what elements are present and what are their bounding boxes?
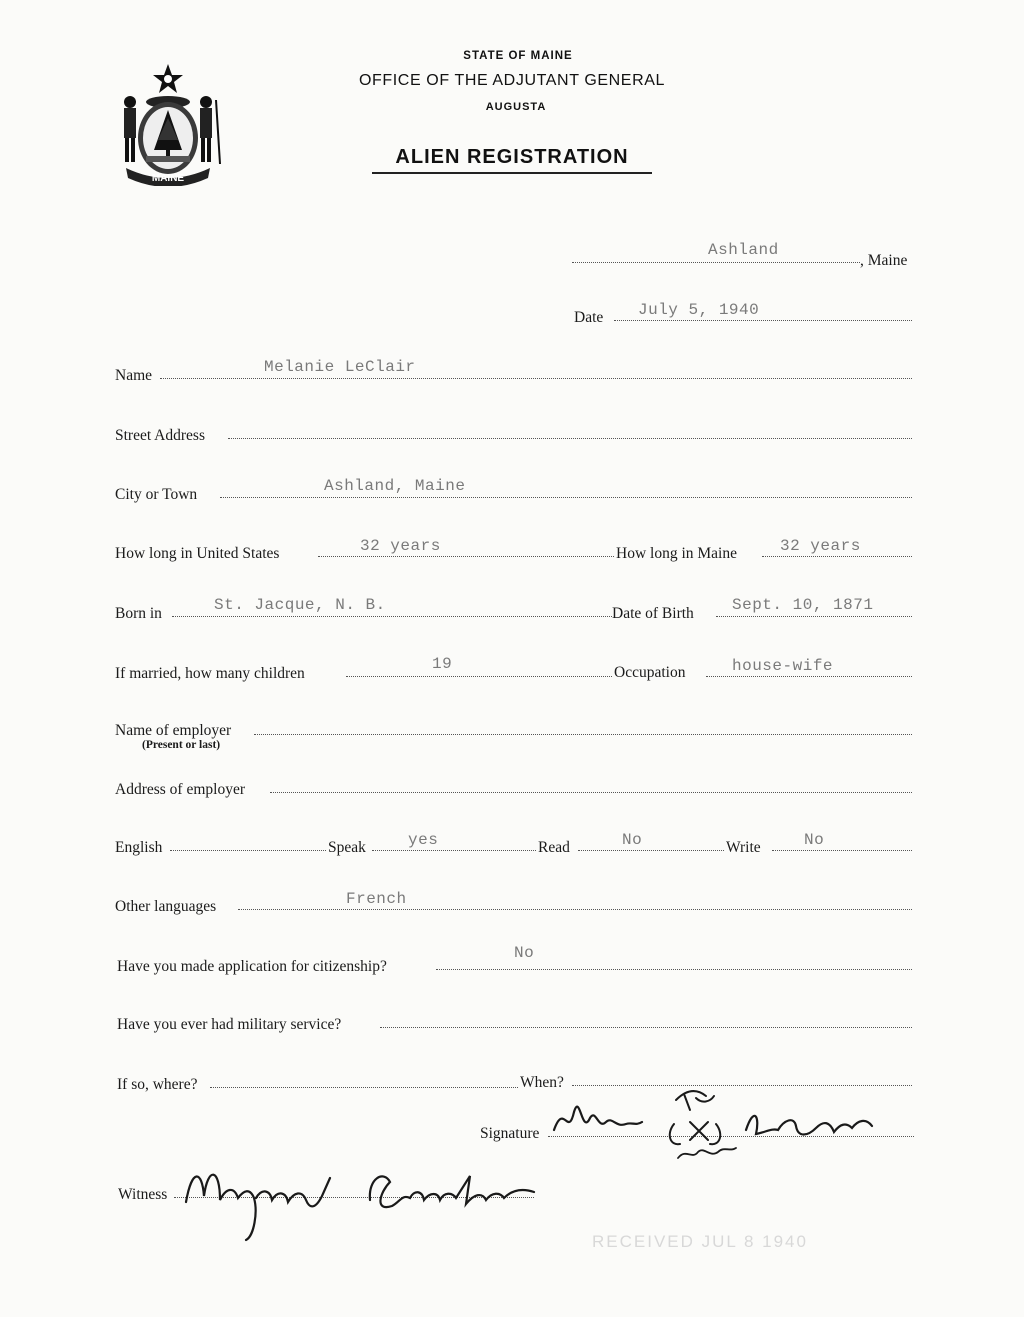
witness-label: Witness	[118, 1186, 168, 1203]
born-in-value[interactable]: St. Jacque, N. B.	[214, 596, 386, 614]
signature-handwriting	[546, 1082, 886, 1166]
date-value[interactable]: July 5, 1940	[638, 301, 760, 319]
date-of-birth-line	[716, 616, 912, 617]
read-line	[578, 850, 724, 851]
office-heading: OFFICE OF THE ADJUTANT GENERAL	[358, 72, 666, 89]
city-or-town-value[interactable]: Ashland, Maine	[324, 477, 466, 495]
place-line	[572, 262, 860, 263]
write-line	[772, 850, 912, 851]
when-label: When?	[520, 1074, 564, 1091]
how-long-maine-line	[762, 556, 912, 557]
citizenship-value[interactable]: No	[514, 944, 535, 962]
where-line	[210, 1087, 518, 1088]
date-line	[614, 320, 912, 321]
english-line	[170, 850, 326, 851]
military-line	[380, 1027, 912, 1028]
employer-name-label: Name of employer	[115, 722, 232, 739]
speak-label: Speak	[328, 839, 366, 856]
other-languages-label: Other languages	[115, 898, 217, 915]
seal-banner-text: MAINE	[151, 173, 185, 184]
children-line	[346, 676, 612, 677]
employer-name-line	[254, 734, 912, 735]
employer-address-label: Address of employer	[115, 781, 245, 798]
how-long-us-line	[318, 556, 614, 557]
city-or-town-line	[220, 497, 912, 498]
occupation-line	[706, 676, 912, 677]
how-long-maine-value[interactable]: 32 years	[780, 537, 861, 555]
children-value[interactable]: 19	[432, 655, 453, 673]
speak-value[interactable]: yes	[408, 831, 439, 849]
born-in-label: Born in	[115, 605, 162, 622]
form-title: ALIEN REGISTRATION	[395, 146, 629, 168]
how-long-maine-label: How long in Maine	[616, 545, 737, 562]
where-label: If so, where?	[117, 1076, 198, 1093]
read-label: Read	[538, 839, 570, 856]
citizenship-label: Have you made application for citizenship?	[117, 958, 387, 975]
employer-address-line	[270, 792, 912, 793]
military-label: Have you ever had military service?	[117, 1016, 342, 1033]
other-languages-line	[238, 909, 912, 910]
street-address-label: Street Address	[115, 427, 205, 444]
signature-label: Signature	[480, 1125, 540, 1142]
street-address-line	[228, 438, 912, 439]
witness-signature-handwriting	[174, 1152, 544, 1244]
read-value[interactable]: No	[622, 831, 643, 849]
name-value[interactable]: Melanie LeClair	[264, 358, 416, 376]
state-heading: STATE OF MAINE	[463, 50, 573, 62]
how-long-us-value[interactable]: 32 years	[360, 537, 441, 555]
born-in-line	[172, 616, 612, 617]
title-underline	[372, 172, 652, 174]
citizenship-line	[436, 969, 912, 970]
how-long-us-label: How long in United States	[115, 545, 280, 562]
place-suffix: , Maine	[860, 252, 908, 269]
name-label: Name	[115, 367, 153, 384]
name-line	[160, 378, 912, 379]
city-or-town-label: City or Town	[115, 486, 198, 503]
children-label: If married, how many children	[115, 665, 305, 682]
employer-name-note: (Present or last)	[142, 739, 221, 751]
date-of-birth-value[interactable]: Sept. 10, 1871	[732, 596, 874, 614]
other-languages-value[interactable]: French	[346, 890, 407, 908]
occupation-value[interactable]: house-wife	[732, 657, 834, 675]
place-value[interactable]: Ashland	[708, 241, 779, 259]
date-label: Date	[574, 309, 604, 326]
received-stamp: RECEIVED JUL 8 1940	[592, 1232, 808, 1251]
speak-line	[372, 850, 536, 851]
city-heading: AUGUSTA	[485, 101, 547, 113]
occupation-label: Occupation	[614, 664, 686, 681]
write-label: Write	[726, 839, 761, 856]
write-value[interactable]: No	[804, 831, 825, 849]
date-of-birth-label: Date of Birth	[612, 605, 694, 622]
english-label: English	[115, 839, 163, 856]
